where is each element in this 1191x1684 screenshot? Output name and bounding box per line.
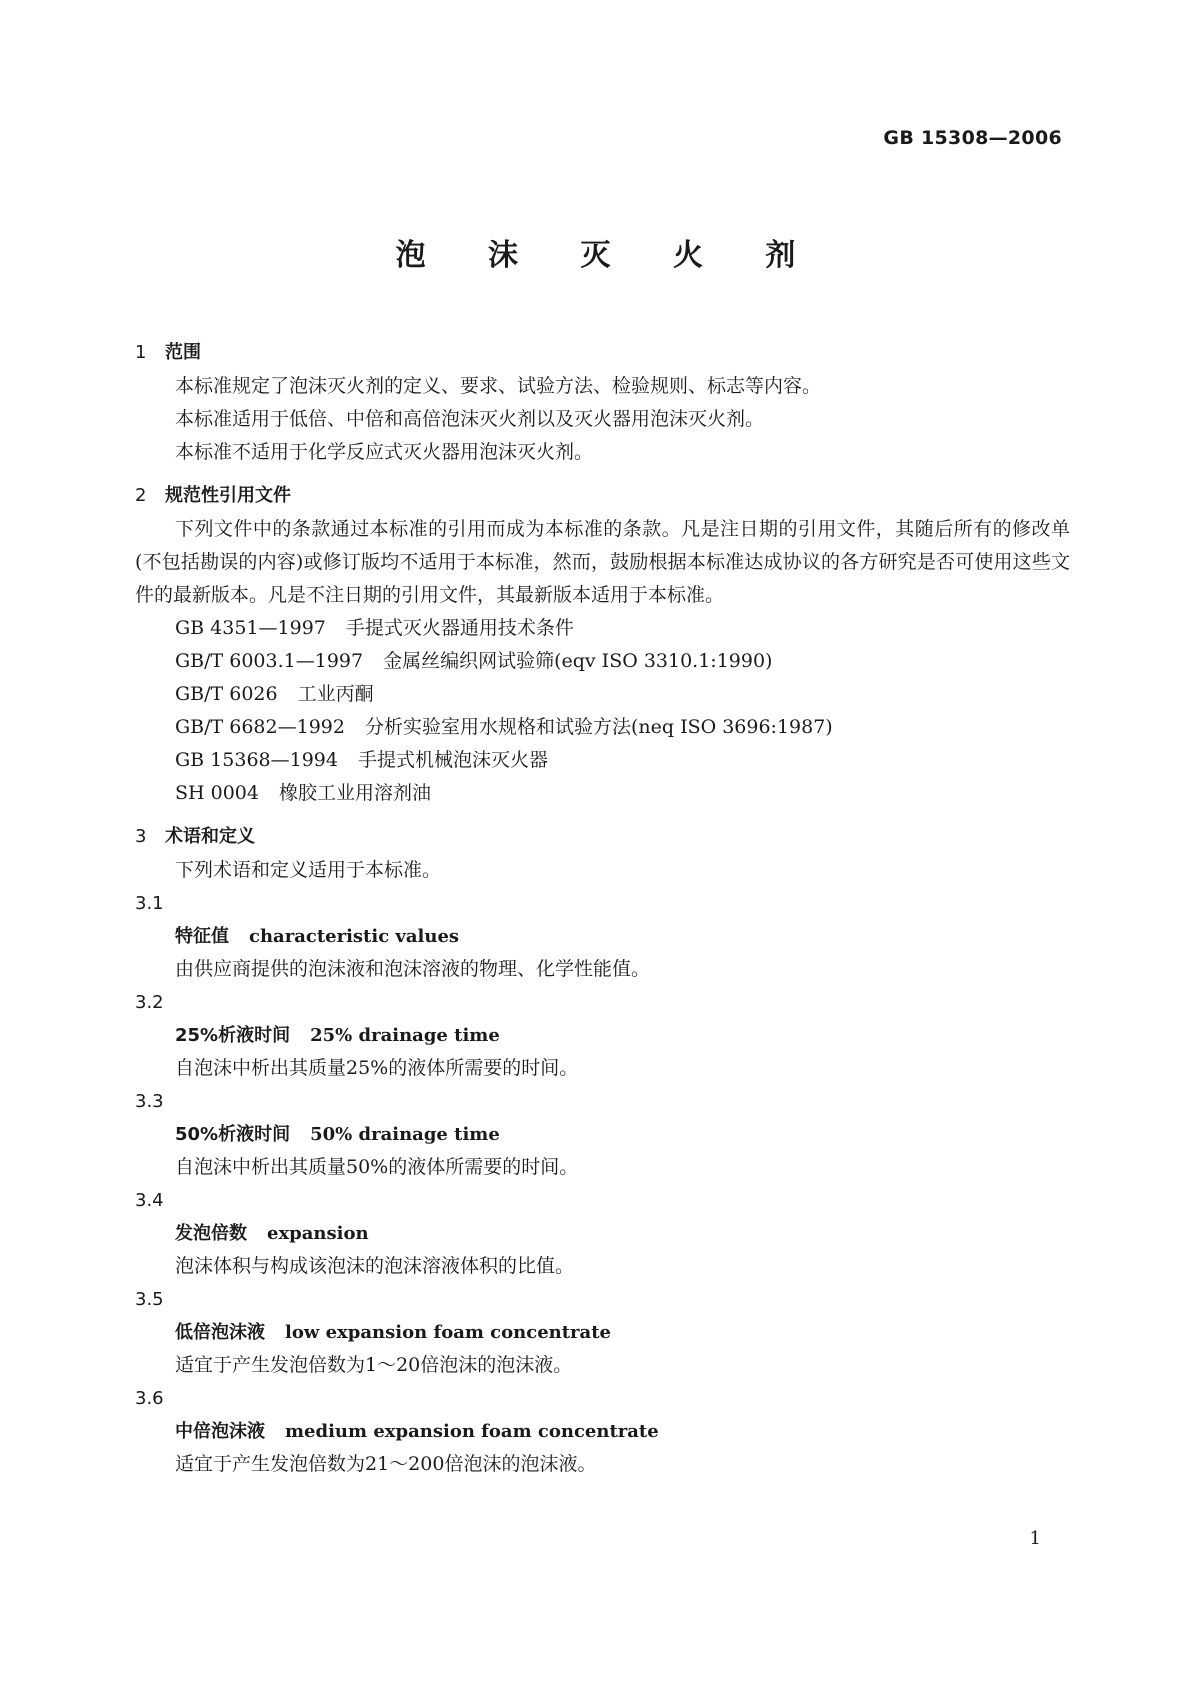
reference-title: 分析实验室用水规格和试验方法(neq ISO 3696:1987) bbox=[364, 716, 833, 738]
reference-code: GB 4351—1997 bbox=[175, 617, 326, 639]
term-name-zh: 低倍泡沫液 bbox=[175, 1322, 265, 1343]
reference-title: 手提式机械泡沫灭火器 bbox=[357, 749, 548, 771]
reference-item bbox=[135, 777, 1070, 810]
term-name-en: low expansion foam concentrate bbox=[285, 1322, 611, 1343]
scope-line: 本标准适用于低倍、中倍和高倍泡沫灭火剂以及灭火器用泡沫灭火剂。 bbox=[175, 408, 765, 430]
reference-code: GB/T 6026 bbox=[175, 683, 278, 705]
term-name-en: 25% drainage time bbox=[310, 1025, 500, 1046]
term-number: 3.4 bbox=[135, 1190, 164, 1211]
term-name-zh: 中倍泡沫液 bbox=[175, 1421, 265, 1442]
section-title: 规范性引用文件 bbox=[165, 485, 291, 506]
scope-line: 本标准规定了泡沫灭火剂的定义、要求、试验方法、检验规则、标志等内容。 bbox=[175, 375, 822, 397]
reference-code: GB/T 6682—1992 bbox=[175, 716, 345, 738]
term-entry bbox=[135, 1118, 1070, 1151]
term-definition: 由供应商提供的泡沫液和泡沫溶液的物理、化学性能值。 bbox=[175, 958, 651, 980]
document-title: 泡 沫 灭 火 剂 bbox=[395, 238, 822, 273]
reference-title: 橡胶工业用溶剂油 bbox=[278, 782, 431, 804]
page-number: 1 bbox=[1029, 1528, 1041, 1549]
section-heading-terms bbox=[135, 820, 1070, 854]
term-name-zh: 发泡倍数 bbox=[175, 1223, 247, 1244]
section-heading-normative-references bbox=[135, 479, 1070, 513]
term-entry bbox=[135, 1217, 1070, 1250]
term-name-zh: 25%析液时间 bbox=[175, 1025, 291, 1046]
section-heading-scope bbox=[135, 336, 1070, 370]
term-definition: 自泡沫中析出其质量50%的液体所需要的时间。 bbox=[175, 1156, 579, 1178]
reference-item bbox=[135, 711, 1070, 744]
term-name-zh: 特征值 bbox=[175, 926, 229, 947]
term-name-en: 50% drainage time bbox=[310, 1124, 500, 1145]
term-entry bbox=[135, 1415, 1070, 1448]
section-number: 2 bbox=[135, 485, 147, 506]
term-number: 3.5 bbox=[135, 1289, 164, 1310]
term-number: 3.3 bbox=[135, 1091, 164, 1112]
terms-intro: 下列术语和定义适用于本标准。 bbox=[175, 859, 442, 881]
term-definition: 自泡沫中析出其质量25%的液体所需要的时间。 bbox=[175, 1057, 579, 1079]
term-number: 3.6 bbox=[135, 1388, 164, 1409]
term-entry bbox=[135, 1019, 1070, 1052]
reference-item bbox=[135, 678, 1070, 711]
section-title: 术语和定义 bbox=[165, 826, 255, 847]
reference-code: GB 15368—1994 bbox=[175, 749, 338, 771]
term-name-zh: 50%析液时间 bbox=[175, 1124, 291, 1145]
term-entry bbox=[135, 920, 1070, 953]
term-name-en: characteristic values bbox=[249, 926, 460, 947]
term-definition: 适宜于产生发泡倍数为1～20倍泡沫的泡沫液。 bbox=[175, 1354, 573, 1376]
term-number: 3.1 bbox=[135, 893, 164, 914]
reference-item bbox=[135, 612, 1070, 645]
standard-number: GB 15308—2006 bbox=[883, 127, 1062, 149]
reference-title: 手提式灭火器通用技术条件 bbox=[345, 617, 574, 639]
reference-item bbox=[135, 744, 1070, 777]
section-number: 3 bbox=[135, 826, 147, 847]
term-name-en: expansion bbox=[267, 1223, 369, 1244]
references-intro-paragraph: 下列文件中的条款通过本标准的引用而成为本标准的条款。凡是注日期的引用文件，其随后所有的修改单(不包括勘误的内容)或修订版均不适用于本标准，然而，鼓励根据本标准达成协议的各方研究是否可使用这些文件的最新版本。凡是不注日期的引用文件，其最新版本适用于本标准。 bbox=[135, 518, 1070, 606]
reference-item bbox=[135, 645, 1070, 678]
reference-code: SH 0004 bbox=[175, 782, 259, 804]
term-name-en: medium expansion foam concentrate bbox=[285, 1421, 659, 1442]
reference-code: GB/T 6003.1—1997 bbox=[175, 650, 364, 672]
section-title: 范围 bbox=[165, 342, 201, 363]
term-definition: 适宜于产生发泡倍数为21～200倍泡沫的泡沫液。 bbox=[175, 1453, 597, 1475]
section-number: 1 bbox=[135, 342, 147, 363]
scope-line: 本标准不适用于化学反应式灭火器用泡沫灭火剂。 bbox=[175, 441, 594, 463]
term-entry bbox=[135, 1316, 1070, 1349]
reference-title: 金属丝编织网试验筛(eqv ISO 3310.1:1990) bbox=[383, 650, 773, 672]
document-body bbox=[135, 336, 1070, 1481]
term-number: 3.2 bbox=[135, 992, 164, 1013]
term-definition: 泡沫体积与构成该泡沫的泡沫溶液体积的比值。 bbox=[175, 1255, 575, 1277]
reference-title: 工业丙酮 bbox=[297, 683, 374, 705]
